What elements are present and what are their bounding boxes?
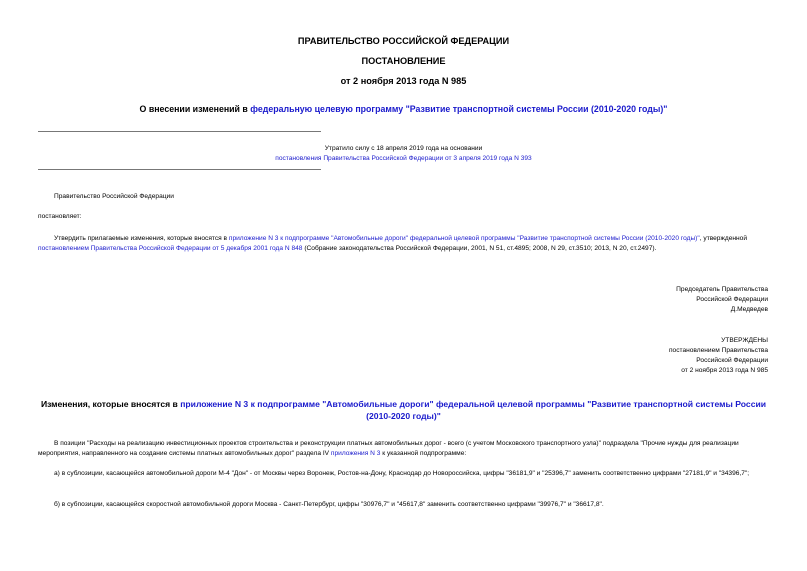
approved-line-3: Российской Федерации — [696, 357, 768, 364]
changes-text-b: к указанной подпрограмме: — [380, 450, 467, 457]
title-prefix: О внесении изменений в — [139, 104, 251, 114]
decree-text-c: (Собрание законодательства Российской Федерации, 2001, N 51, ст.4895; 2008, N 29, ст.3510; 2013, N 20, ст.2497). — [302, 245, 657, 252]
signature-block — [468, 285, 768, 315]
approved-line-2: постановлением Правительства — [668, 347, 768, 354]
document-type: ПОСТАНОВЛЕНИЕ — [361, 56, 446, 66]
document-date-number: от 2 ноября 2013 года N 985 — [340, 76, 467, 86]
changes-text-a: В позиции "Расходы на реализацию инвестиционных проектов строительства и реконструкции платных автомобильных дорог - всего (с учетом Московского транспортного узла)" подраздела "Прочие нужды для реализации мероприятия, направленного на создание системы платных автомобильных дорог" раздела IV — [38, 440, 739, 457]
decree-text-a: Утвердить прилагаемые изменения, которые вносятся в — [54, 235, 229, 242]
divider-bottom — [38, 169, 321, 170]
appendix-3-link[interactable]: приложения N 3 — [330, 450, 381, 457]
changes-paragraph-1 — [38, 439, 768, 459]
decree-text-b: , утвержденной — [699, 235, 748, 242]
signature-country: Российской Федерации — [696, 296, 768, 303]
decree-848-link[interactable]: постановлением Правительства Российской Федерации от 5 декабря 2001 года N 848 — [38, 245, 303, 252]
status-line: Утратило силу с 18 апреля 2019 года на основании — [324, 145, 483, 152]
changes-appendix-link[interactable]: приложение N 3 к подпрограмме "Автомобильные дороги" федеральной целевой программы "Развитие транспортной системы России (2010-2020 годы)" — [180, 399, 767, 421]
divider-top — [38, 131, 321, 132]
approved-heading: УТВЕРЖДЕНЫ — [721, 337, 768, 344]
document-title — [0, 104, 807, 114]
changes-paragraph-3: б) в субпозиции, касающейся скоростной автомобильной дороги Москва - Санкт-Петербург, цифры "30976,7" и "45617,8" заменить соответственно цифрами "39976,7" и "36617,8". — [54, 501, 604, 508]
signature-position: Председатель Правительства — [676, 286, 768, 293]
decides-line: постановляет: — [38, 213, 82, 220]
government-heading: ПРАВИТЕЛЬСТВО РОССИЙСКОЙ ФЕДЕРАЦИИ — [297, 36, 510, 46]
changes-title — [40, 398, 767, 422]
status-notice — [200, 144, 607, 164]
changes-paragraph-2: а) в сублозиции, касающейся автомобильной дороги М-4 "Дон" - от Москвы через Воронеж, Ростов-на-Дону, Краснодар до Новороссийска, цифры "36181,9" и "25396,7" заменить соответственно цифрами "27181,9" и "34396,7"; — [54, 470, 750, 477]
changes-title-prefix: Изменения, которые вносятся в — [40, 399, 181, 409]
government-line: Правительство Российской Федерации — [54, 193, 174, 200]
appendix-link[interactable]: приложение N 3 к подпрограмме "Автомобильные дороги" федеральной целевой программы "Развитие транспортной системы России (2010-2020 годы)" — [228, 235, 700, 242]
program-link[interactable]: федеральную целевую программу "Развитие транспортной системы России (2010-2020 годы)" — [250, 104, 668, 114]
approved-line-4: от 2 ноября 2013 года N 985 — [681, 367, 768, 374]
approved-block — [468, 336, 768, 376]
repeal-link[interactable]: постановления Правительства Российской Федерации от 3 апреля 2019 года N 393 — [275, 155, 532, 162]
signature-name: Д.Медведев — [730, 306, 768, 313]
decree-paragraph — [38, 234, 768, 254]
